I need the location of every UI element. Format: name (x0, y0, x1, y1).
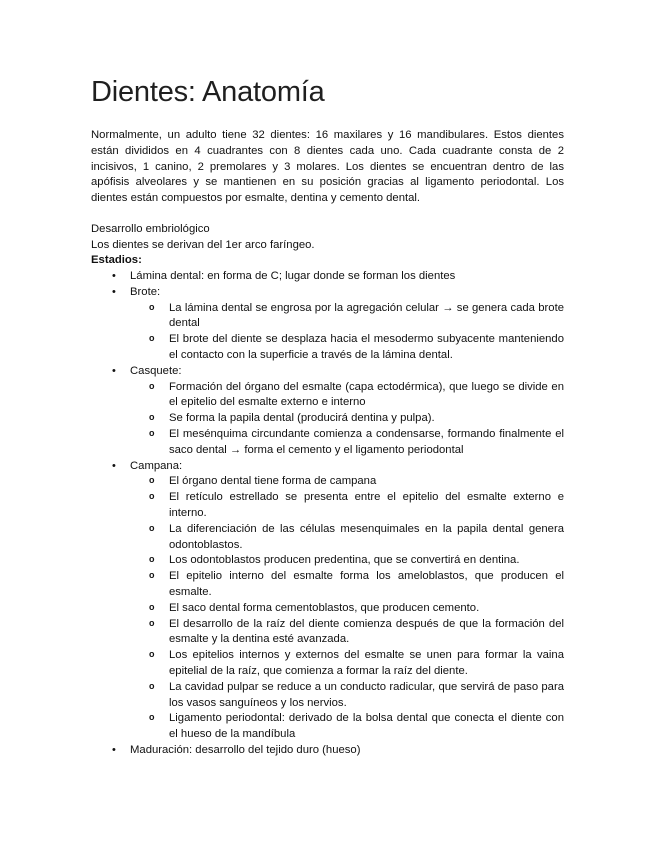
stage-subitem: o El desarrollo de la raíz del diente comienza después de que la formación del esmalte y la dentina esté avanzada. (130, 617, 564, 649)
stage-subitem: o El retículo estrellado se presenta entre el epitelio del esmalte externo e interno. (130, 490, 564, 522)
stage-subitem: o El mesénquima circundante comienza a condensarse, formando finalmente el saco dental → forma el cemento y el ligamento periodontal (130, 427, 564, 459)
stage-subitems (130, 380, 564, 459)
section-heading: Desarrollo embriológico (91, 223, 210, 235)
stage-item (91, 743, 564, 759)
stage-item (91, 364, 564, 459)
stage-item (91, 285, 564, 364)
stage-subitem: o El epitelio interno del esmalte forma los ameloblastos, que producen el esmalte. (130, 569, 564, 601)
stage-subitem: o La cavidad pulpar se reduce a un conducto radicular, que servirá de paso para los vasos sanguíneos y los nervios. (130, 680, 564, 712)
stage-subitem: o Ligamento periodontal: derivado de la bolsa dental que conecta el diente con el hueso de la mandíbula (130, 711, 564, 743)
stage-label: Maduración: desarrollo del tejido duro (hueso) (130, 743, 361, 756)
stage-subitem: o El órgano dental tiene forma de campana (130, 474, 564, 490)
stage-label: Campana: (130, 459, 183, 472)
stage-subitem: o El brote del diente se desplaza hacia el mesodermo subyacente manteniendo el contacto con la superficie a través de la lámina dental. (130, 332, 564, 364)
page-title: Dientes: Anatomía (91, 76, 325, 108)
section-line: Los dientes se derivan del 1er arco faríngeo. (91, 239, 315, 251)
stages-list (91, 269, 564, 759)
intro-paragraph: Normalmente, un adulto tiene 32 dientes: 16 maxilares y 16 mandibulares. Estos dientes están divididos en 4 cuadrantes con 8 dientes cada uno. Cada cuadrante consta de 2 incisivos, 1 canino, 2 premolares y 3 molares. Los dientes se encuentran dentro de las apófisis alveolares y se mantienen en su posición gracias al ligamento periodontal. Los dientes están compuestos por esmalte, dentina y cemento dental. (91, 129, 564, 205)
stage-subitems (130, 301, 564, 364)
stage-subitems (130, 474, 564, 743)
stage-label: Brote: (130, 285, 161, 298)
stage-label: Casquete: (130, 364, 182, 377)
stage-label: Lámina dental: en forma de C; lugar donde se forman los dientes (130, 270, 456, 282)
stage-subitem: o La diferenciación de las células mesenquimales en la papila dental genera odontoblastos. (130, 522, 564, 554)
stage-subitem: o Formación del órgano del esmalte (capa ectodérmica), que luego se divide en el epitelio del esmalte externo e interno (130, 380, 564, 412)
stage-subitem: o Los epitelios internos y externos del esmalte se unen para formar la vaina epitelial de la raíz, que comienza a formar la raíz del diente. (130, 648, 564, 680)
stage-item (91, 269, 564, 285)
stage-subitem: o Se forma la papila dental (producirá dentina y pulpa). (130, 411, 564, 427)
stages-label: Estadios: (91, 254, 142, 266)
stage-item (91, 459, 564, 743)
stage-subitem: o La lámina dental se engrosa por la agregación celular → se genera cada brote dental (130, 301, 564, 333)
stage-subitem: o El saco dental forma cementoblastos, que producen cemento. (130, 601, 564, 617)
stage-subitem: o Los odontoblastos producen predentina, que se convertirá en dentina. (130, 553, 564, 569)
